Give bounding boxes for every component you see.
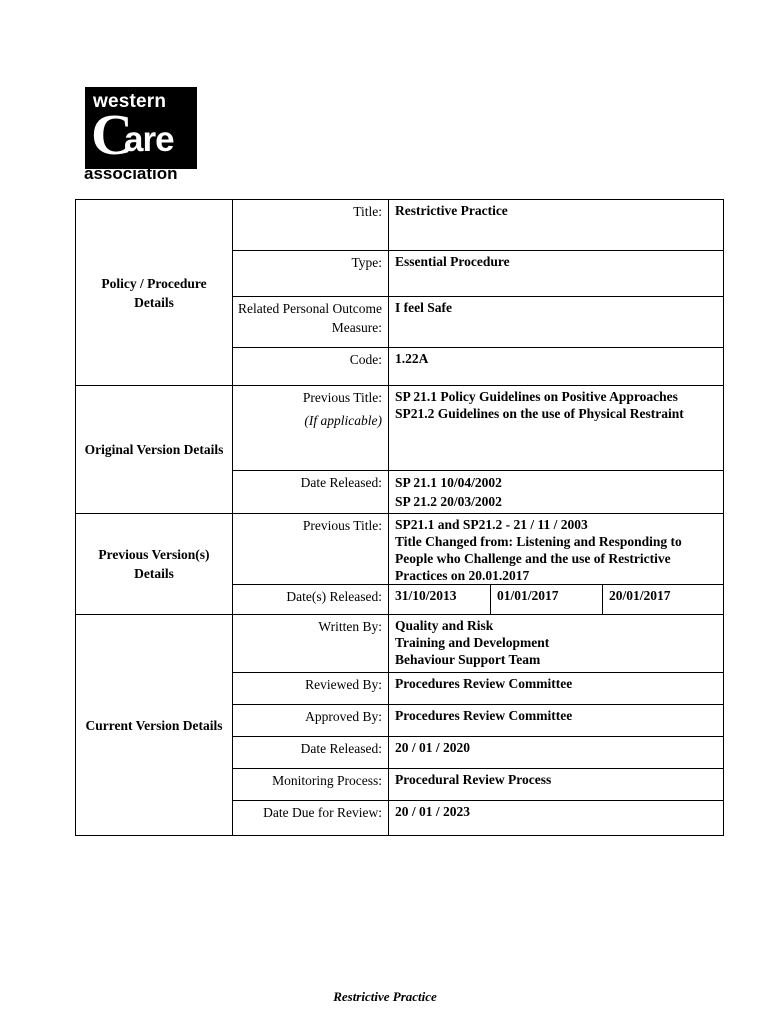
previous-title-line: SP21.1 and SP21.2 - 21 / 11 / 2003	[395, 517, 588, 532]
written-by-value	[389, 615, 724, 673]
type-value: Essential Procedure	[389, 251, 724, 297]
table-row	[76, 200, 724, 251]
code-value: 1.22A	[389, 348, 724, 386]
document-control-table	[75, 199, 724, 836]
dates-released-label: Date(s) Released:	[233, 585, 389, 615]
previous-title-value	[389, 514, 724, 585]
monitoring-process-value: Procedural Review Process	[389, 769, 724, 801]
approved-by-value: Procedures Review Committee	[389, 705, 724, 737]
logo-care-c: C	[91, 102, 133, 167]
written-by-label: Written By:	[233, 615, 389, 673]
date-due-review-label: Date Due for Review:	[233, 801, 389, 836]
approved-by-label: Approved By:	[233, 705, 389, 737]
date-due-review-value: 20 / 01 / 2023	[389, 801, 724, 836]
section-original-version: Original Version Details	[76, 386, 233, 514]
table-row	[76, 514, 724, 585]
original-date-line: SP 21.2 20/03/2002	[395, 494, 502, 509]
title-value: Restrictive Practice	[389, 200, 724, 251]
release-date-3: 20/01/2017	[603, 585, 724, 615]
section-current-version: Current Version Details	[76, 615, 233, 836]
original-previous-title-label-text: Previous Title:	[302, 390, 382, 405]
logo-western-text: western	[93, 91, 167, 112]
western-care-logo	[83, 85, 198, 185]
release-date-2: 01/01/2017	[491, 585, 603, 615]
outcome-label: Related Personal Outcome Measure:	[233, 297, 389, 348]
release-date-1: 31/10/2013	[389, 585, 491, 615]
previous-title-label: Previous Title:	[233, 514, 389, 585]
monitoring-process-label: Monitoring Process:	[233, 769, 389, 801]
section-previous-versions: Previous Version(s) Details	[76, 514, 233, 615]
original-previous-title-label	[233, 386, 389, 471]
previous-title-line: Title Changed from: Listening and Responding to People who Challenge and the use of Restrictive Practices on 20.01.2017	[395, 534, 682, 583]
table-row	[76, 615, 724, 673]
original-title-line: SP21.2 Guidelines on the use of Physical Restraint	[395, 406, 684, 421]
reviewed-by-label: Reviewed By:	[233, 673, 389, 705]
outcome-value: I feel Safe	[389, 297, 724, 348]
original-previous-title-value	[389, 386, 724, 471]
original-date-line: SP 21.1 10/04/2002	[395, 475, 502, 490]
page-footer: Restrictive Practice	[333, 989, 437, 1004]
logo-care-text: are	[124, 120, 174, 159]
section-policy-details: Policy / Procedure Details	[76, 200, 233, 386]
original-date-label: Date Released:	[233, 471, 389, 514]
written-by-line: Training and Development	[395, 635, 550, 650]
date-released-value: 20 / 01 / 2020	[389, 737, 724, 769]
table-row	[76, 386, 724, 471]
reviewed-by-value: Procedures Review Committee	[389, 673, 724, 705]
written-by-line: Quality and Risk	[395, 618, 494, 633]
written-by-line: Behaviour Support Team	[395, 652, 541, 667]
original-date-value	[389, 471, 724, 514]
date-released-label: Date Released:	[233, 737, 389, 769]
original-title-line: SP 21.1 Policy Guidelines on Positive Approaches	[395, 389, 678, 404]
type-label: Type:	[233, 251, 389, 297]
title-label: Title:	[233, 200, 389, 251]
logo-box	[85, 87, 197, 169]
if-applicable-note: (If applicable)	[304, 413, 382, 428]
code-label: Code:	[233, 348, 389, 386]
logo-association-text: association	[84, 164, 178, 183]
